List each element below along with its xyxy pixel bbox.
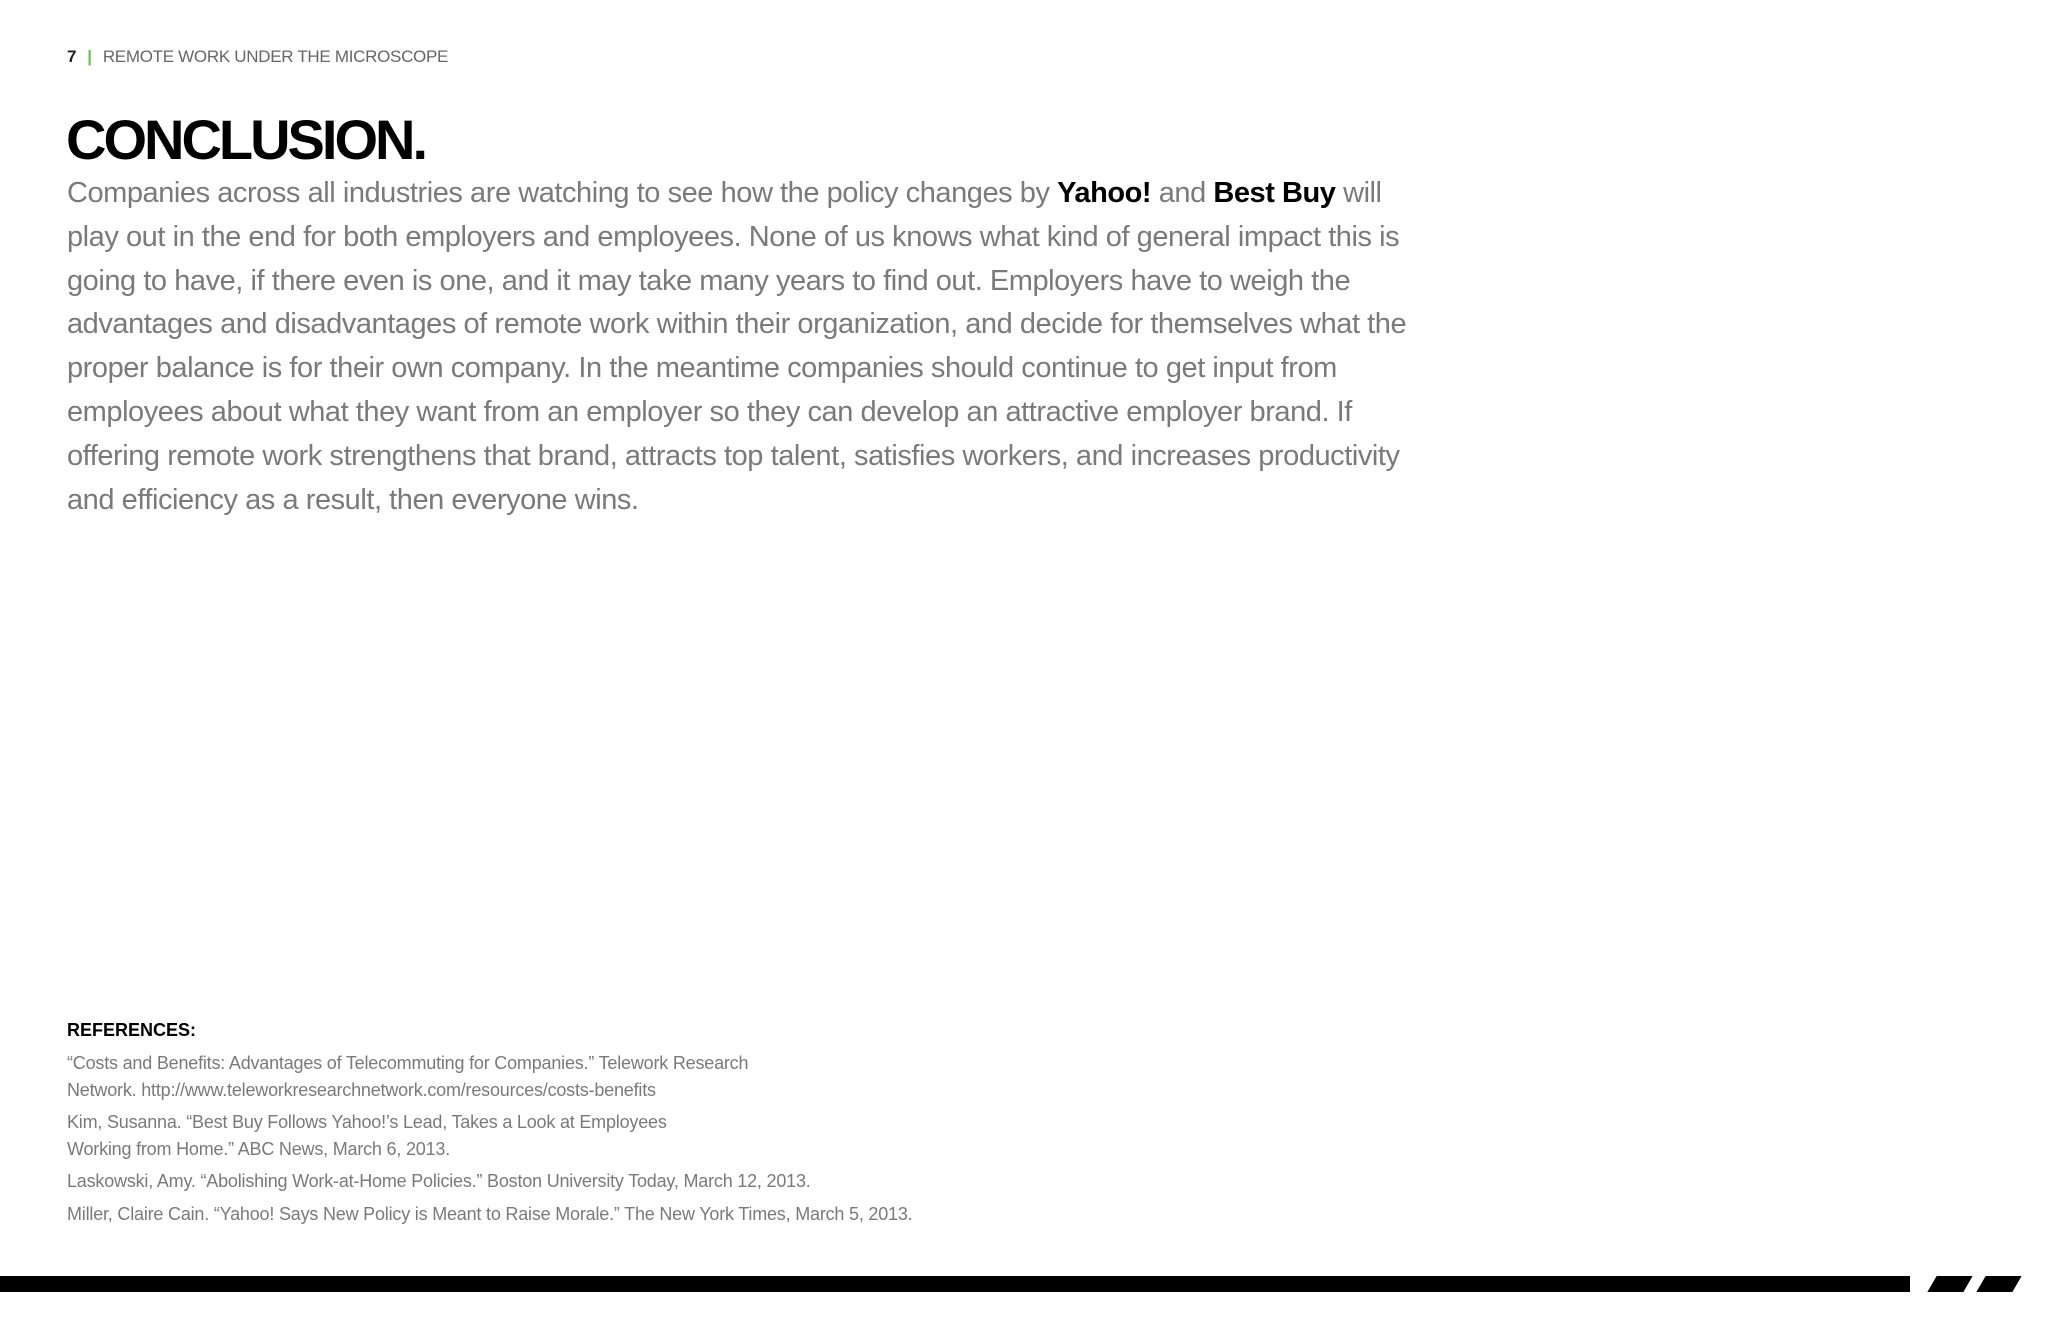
reference-item — [67, 1201, 1067, 1228]
paragraph-text: will play out in the end for both employers and employees. None of us knows what kind of general impact this is going to have, if there even is one, and it may take many years to find out. Employers have to weigh the advantages and disadvantages of remote work within their organization, and decide for themselves what the proper balance is for their own company. In the meantime companies should continue to get input from employees about what they want from an employer so they can develop an attractive employer brand. If offering remote work strengthens that brand, attracts top talent, satisfies workers, and increases productivity and efficiency as a result, then everyone wins. — [67, 177, 1407, 516]
paragraph-text: and — [1151, 177, 1214, 209]
references-heading: REFERENCES: — [67, 1020, 197, 1040]
references-list — [67, 1050, 1067, 1233]
brand-best-buy: Best Buy — [1213, 177, 1336, 209]
brand-yahoo: Yahoo! — [1057, 177, 1152, 209]
reference-line: Miller, Claire Cain. “Yahoo! Says New Policy is Meant to Raise Morale.” The New York Times, March 5, 2013. — [67, 1203, 913, 1224]
conclusion-paragraph — [67, 172, 1417, 522]
reference-line: Network. http://www.teleworkresearchnetwork.com/resources/costs-benefits — [67, 1079, 656, 1100]
footer-stripe-decoration — [1976, 1276, 2021, 1292]
reference-item — [67, 1168, 1067, 1195]
header-separator: | — [87, 47, 92, 66]
page-number: 7 — [67, 47, 77, 66]
running-header — [67, 47, 448, 67]
reference-line: Laskowski, Amy. “Abolishing Work-at-Home Policies.” Boston University Today, March 12, 2013. — [67, 1171, 811, 1191]
reference-line: “Costs and Benefits: Advantages of Telecommuting for Companies.” Telework Research — [67, 1053, 749, 1073]
paragraph-text: Companies across all industries are watching to see how the policy changes by — [67, 177, 1058, 209]
section-heading: CONCLUSION. — [66, 108, 425, 171]
reference-line: Kim, Susanna. “Best Buy Follows Yahoo!’s Lead, Takes a Look at Employees — [67, 1112, 667, 1132]
footer-stripe-decoration — [1927, 1276, 1972, 1292]
reference-line: Working from Home.” ABC News, March 6, 2013. — [67, 1138, 450, 1159]
document-title: REMOTE WORK UNDER THE MICROSCOPE — [102, 47, 449, 66]
footer-bar — [0, 1276, 1910, 1292]
reference-item — [67, 1109, 1067, 1162]
reference-item — [67, 1050, 1067, 1103]
